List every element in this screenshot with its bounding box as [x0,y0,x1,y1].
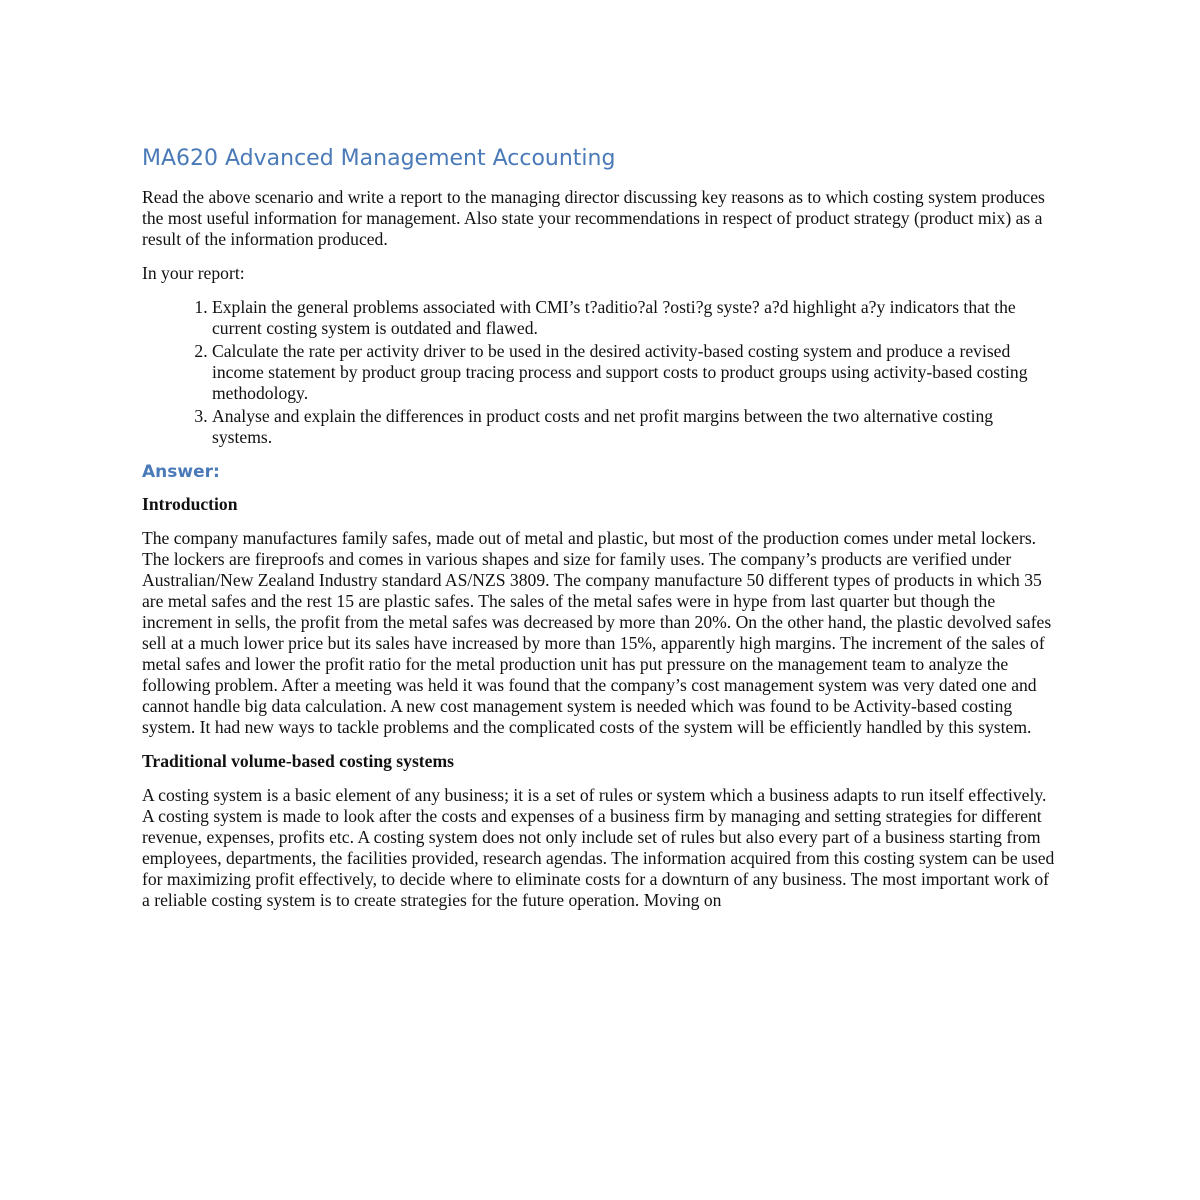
section-heading-traditional-costing: Traditional volume-based costing systems [142,751,454,771]
task-intro-paragraph: Read the above scenario and write a report to the managing director discussing key reasons as to which costing system produces the most useful information for management. Also state your recommendations in respect of product strategy (product mix) as a result of the information produced. [142,187,1045,249]
task-item: 1. Explain the general problems associated with CMI’s t?aditio?al ?osti?g syste? a?d highlight a?y indicators that the current costing system is outdated and flawed. [212,297,1057,339]
document-page [142,143,1057,924]
task-item: 2. Calculate the rate per activity driver to be used in the desired activity-based costing system and produce a revised income statement by product group tracing process and support costs to product groups using activity-based costing methodology. [212,341,1057,404]
section-body-introduction: The company manufactures family safes, made out of metal and plastic, but most of the production comes under metal lockers. The lockers are fireproofs and comes in various shapes and size for family uses. The company’s products are verified under Australian/New Zealand Industry standard AS/NZS 3809. The company manufacture 50 different types of products in which 35 are metal safes and the rest 15 are plastic safes. The sales of the metal safes were in hype from last quarter but though the increment in sells, the profit from the metal safes was decreased by more than 20%. On the other hand, the plastic devolved safes sell at a much lower price but its sales have increased by more than 15%, apparently high margins. The increment of the sales of metal safes and lower the profit ratio for the metal production unit has put pressure on the management team to analyze the following problem. After a meeting was held it was found that the company’s cost management system was very dated one and cannot handle big data calculation. A new cost management system is needed which was found to be Activity-based costing system. It had new ways to tackle problems and the complicated costs of the system will be efficiently handled by this system. [142,528,1052,737]
task-list [142,297,1057,448]
section-heading-introduction: Introduction [142,494,238,514]
task-item: 3. Analyse and explain the differences in product costs and net profit margins between the two alternative costing systems. [212,406,1057,448]
report-lead-text: In your report: [142,263,245,283]
answer-heading: Answer: [142,462,220,482]
section-body-traditional-costing: A costing system is a basic element of any business; it is a set of rules or system which a business adapts to run itself effectively. A costing system is made to look after the costs and expenses of a business firm by managing and setting strategies for different revenue, expenses, profits etc. A costing system does not only include set of rules but also every part of a business starting from employees, departments, the facilities provided, research agendas. The information acquired from this costing system can be used for maximizing profit effectively, to decide where to eliminate costs for a downturn of any business. The most important work of a reliable costing system is to create strategies for the future operation. Moving on [142,785,1055,910]
document-title: MA620 Advanced Management Accounting [142,146,616,171]
